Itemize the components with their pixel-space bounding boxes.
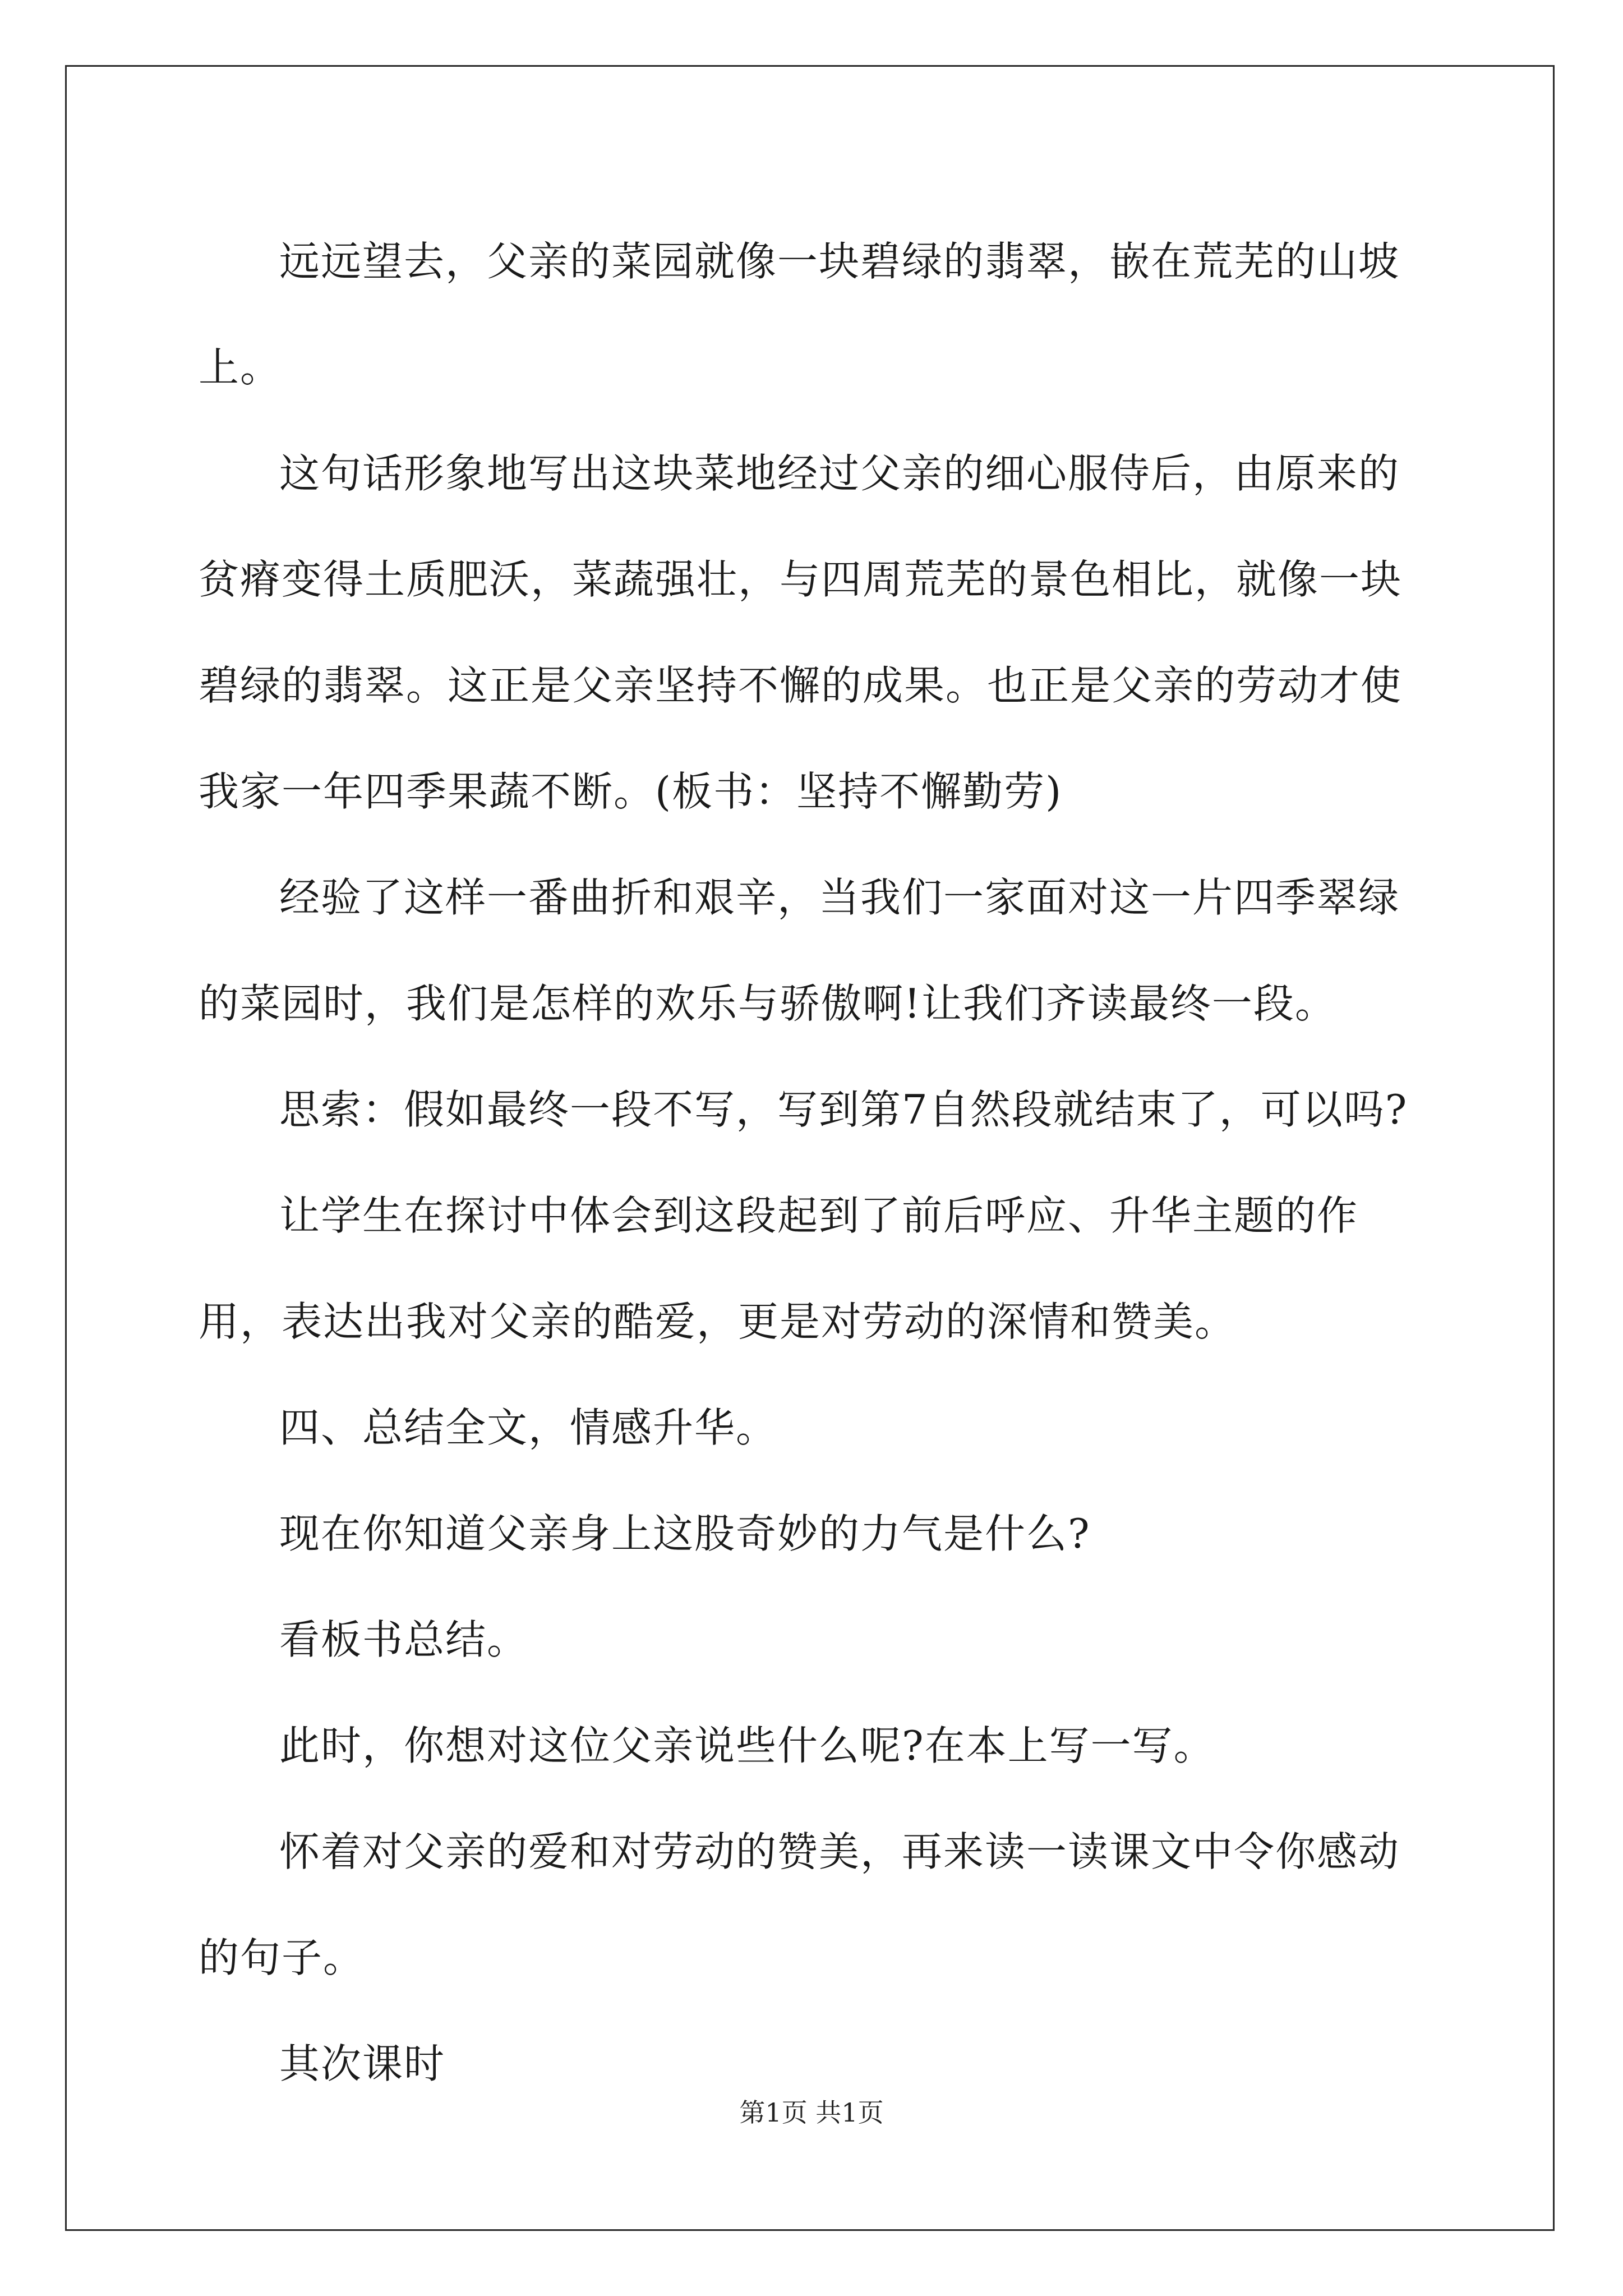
paragraph: 远远望去，父亲的菜园就像一块碧绿的翡翠，嵌在荒芜的山坡上。 bbox=[199, 238, 1400, 391]
section-heading: 四、总结全文，情感升华。 bbox=[279, 1404, 778, 1451]
paragraph: 现在你知道父亲身上这股奇妙的力气是什么? bbox=[279, 1510, 1091, 1557]
paragraph: 让学生在探讨中体会到这段起到了前后呼应、升华主题的作用，表达出我对父亲的酷爱，更是对劳动的深情和赞美。 bbox=[199, 1192, 1359, 1345]
paragraph: 此时，你想对这位父亲说些什么呢?在本上写一写。 bbox=[279, 1722, 1215, 1769]
paragraph: 这句话形象地写出这块菜地经过父亲的细心服侍后，由原来的贫瘠变得土质肥沃，菜蔬强壮，与四周荒芜的景色相比，就像一块碧绿的翡翠。这正是父亲坚持不懈的成果。也正是父亲的劳动才使我家一年四季果蔬不断。(板书：坚持不懈勤劳) bbox=[199, 450, 1403, 815]
paragraph: 怀着对父亲的爱和对劳动的赞美，再来读一读课文中令你感动的句子。 bbox=[199, 1828, 1400, 1981]
document-body bbox=[199, 209, 1432, 2117]
page-number-footer: 第1页 共1页 bbox=[739, 2097, 884, 2128]
paragraph: 看板书总结。 bbox=[279, 1616, 529, 1663]
paragraph: 经验了这样一番曲折和艰辛，当我们一家面对这一片四季翠绿的菜园时，我们是怎样的欢乐与骄傲啊!让我们齐读最终一段。 bbox=[199, 874, 1400, 1027]
section-heading: 其次课时 bbox=[279, 2040, 446, 2087]
paragraph: 思索：假如最终一段不写，写到第7自然段就结束了，可以吗? bbox=[279, 1086, 1408, 1133]
